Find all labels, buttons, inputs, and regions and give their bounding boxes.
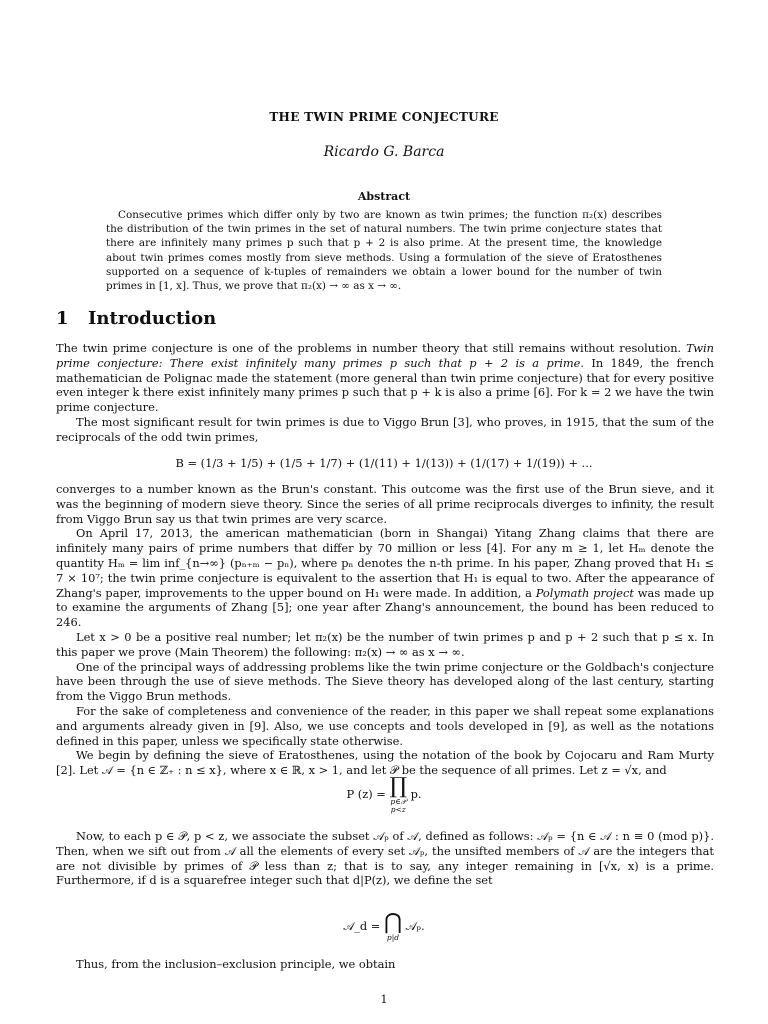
polymath-project: Polymath project <box>535 585 634 600</box>
section-heading <box>56 308 216 329</box>
paragraph-8: We begin by defining the sieve of Eratosthenes, using the notation of the book by Cojocaru and Ram Murty [2]. Let 𝒜 = {n ∈ ℤ₊ : n ≤ x}, where x ∈ ℝ, x > 1, and let 𝒫 be the sequence of all primes. Let z = √x, and <box>56 748 714 778</box>
abstract-heading: Abstract <box>357 190 411 203</box>
paragraph-10: Thus, from the inclusion–exclusion principle, we obtain <box>76 957 396 971</box>
section-title: Introduction <box>88 308 217 329</box>
intersection-subscript: p|d <box>386 933 400 942</box>
conjecture-statement: Twin prime conjecture: There exist infinitely many primes p such that p + 2 is a prime. <box>56 341 714 370</box>
paragraph-1-text: The twin prime conjecture is one of the problems in number theory that still remains without resolution. <box>56 341 687 355</box>
equation-intersection-rhs: 𝒜ₚ. <box>402 919 425 933</box>
paragraph-3: converges to a number known as the Brun's constant. This outcome was the first use of the Brun sieve, and it was the beginning of modern sieve theory. Since the series of all prime reciprocals diverges to infinity, the result from Viggo Brun say us that twin primes are very scarce. <box>56 482 714 526</box>
equation-intersection <box>0 912 768 942</box>
paragraph-5: Let x > 0 be a positive real number; let π₂(x) be the number of twin primes p and p + 2 such that p ≤ x. In this paper we prove (Main Theorem) the following: π₂(x) → ∞ as x → ∞. <box>56 629 714 659</box>
equation-brun: B = (1/3 + 1/5) + (1/5 + 1/7) + (1/(11) + 1/(13)) + (1/(17) + 1/(19)) + ... <box>175 456 593 470</box>
intro-block-3 <box>56 829 714 888</box>
equation-product-rhs: p. <box>406 787 422 801</box>
section-number: 1 <box>56 308 69 329</box>
product-subscript-2: p<z <box>390 805 406 814</box>
product-symbol: ∏ <box>389 774 407 799</box>
equation-product-lhs: P (z) = <box>346 787 390 801</box>
paper-title: THE TWIN PRIME CONJECTURE <box>269 110 499 124</box>
product-operator <box>389 776 407 814</box>
intersection-symbol: ⋂ <box>383 910 403 935</box>
equation-product <box>0 776 768 814</box>
paragraph-1-text-b: In 1849, the french mathematician de Polignac made the statement (more general than twin prime conjecture) that for every positive even integer k there exist infinitely many primes p such that p + k is also a prime [6]. For k = 2 we have the twin prime conjecture. <box>56 355 714 415</box>
page-number: 1 <box>380 993 388 1006</box>
intro-block-4 <box>56 957 714 972</box>
paragraph-1 <box>56 341 714 415</box>
paragraph-7: For the sake of completeness and convenience of the reader, in this paper we shall repeat some explanations and arguments already given in [9]. Also, we use concepts and tools developed in [9], as well as the notations defined in this paper, unless we specifically state otherwise. <box>56 703 714 748</box>
paper-author: Ricardo G. Barca <box>323 144 445 160</box>
abstract-text: Consecutive primes which differ only by two are known as twin primes; the function π₂(x) describes the distribution of the twin primes in the set of natural numbers. The twin prime conjecture states that there are infinitely many primes p such that p + 2 is also prime. At the present time, the knowledge about twin primes comes mostly from sieve methods. Using a formulation of the sieve of Eratosthenes supported on a sequence of k-tuples of remainders we obtain a lower bound for the number of twin primes in [1, x]. Thus, we prove that π₂(x) → ∞ as x → ∞. <box>106 209 662 293</box>
intro-block-2 <box>56 482 714 778</box>
paragraph-4 <box>56 526 714 630</box>
intro-block-1 <box>56 341 714 445</box>
equation-intersection-lhs: 𝒜_d = <box>343 919 384 933</box>
paragraph-6: One of the principal ways of addressing problems like the twin prime conjecture or the Goldbach's conjecture have been through the use of sieve methods. The Sieve theory has developed along of the last century, starting from the Viggo Brun methods. <box>56 659 714 704</box>
paragraph-2: The most significant result for twin primes is due to Viggo Brun [3], who proves, in 1915, that the sum of the reciprocals of the odd twin primes, <box>56 414 714 444</box>
paragraph-4-text: On April 17, 2013, the american mathematician (born in Shangai) Yitang Zhang claims that there are infinitely many pairs of prime numbers that differ by 70 million or less [4]. For any m ≥ 1, let Hₘ denote the quantity Hₘ = lim inf_{n→∞} (pₙ₊ₘ − pₙ), where pₙ denotes the n-th prime. In his paper, Zhang proved that H₁ ≤ 7 × 10⁷; the twin prime conjecture is equivalent to the assertion that H₁ is equal to two. After the appearance of Zhang's paper, improvements to the upper bound on H₁ were made. In addition, a <box>56 526 714 600</box>
product-subscript-1: p∈𝒫 <box>390 797 407 806</box>
paragraph-4-text-b: was made up to examine the arguments of Zhang [5]; one year after Zhang's announcement, the bound has been reduced to 246. <box>56 585 714 630</box>
paragraph-9: Now, to each p ∈ 𝒫, p < z, we associate the subset 𝒜ₚ of 𝒜, defined as follows: 𝒜ₚ = {n ∈ 𝒜 : n ≡ 0 (mod p)}. Then, when we sift out from 𝒜 all the elements of every set 𝒜ₚ, the unsifted members of 𝒜 are the integers that are not divisible by primes of 𝒫 less than z; that is to say, any integer remaining in [√x, x) is a prime. Furthermore, if d is a squarefree integer such that d|P(z), we define the set <box>56 829 714 888</box>
intersection-operator <box>384 912 402 942</box>
